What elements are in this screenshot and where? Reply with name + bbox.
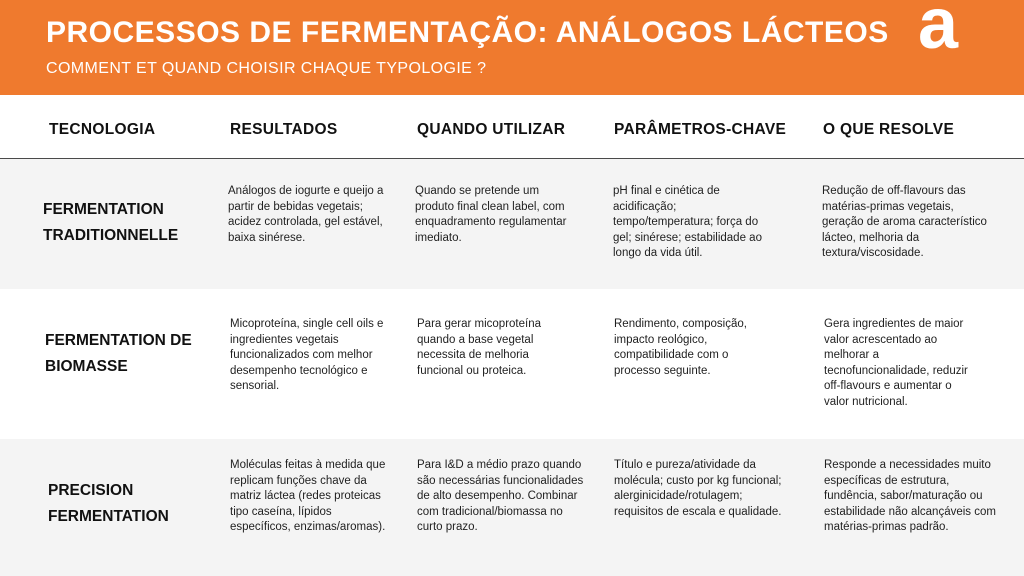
cell-o-que-resolve: Gera ingredientes de maior valor acrescentado ao melhorar a tecnofuncionalidade, reduzir off-flavours e aumentar o valor nutricional. (824, 318, 968, 408)
header-banner (0, 0, 1024, 95)
column-header-parametros-chave: PARÂMETROS-CHAVE (614, 121, 787, 138)
row-label: FERMENTATION TRADITIONNELLE (43, 201, 179, 244)
cell-resultados: Moléculas feitas à medida que replicam funções chave da matriz láctea (redes proteicas tipo caseína, lípidos específicos, enzimas/aromas). (230, 459, 386, 533)
brand-logo: a (918, 0, 959, 64)
table-row (0, 159, 1024, 289)
cell-o-que-resolve: Responde a necessidades muito específicas de estrutura, fundência, sabor/maturação ou estabilidade não alcançáveis com matérias-primas padrão. (824, 459, 996, 533)
page-title: PROCESSOS DE FERMENTAÇÃO: ANÁLOGOS LÁCTEOS (46, 16, 889, 49)
column-header-quando-utilizar: QUANDO UTILIZAR (417, 121, 566, 138)
cell-parametros-chave: Título e pureza/atividade da molécula; custo por kg funcional; alerginicidade/rotulagem; requisitos de escala e qualidade. (614, 459, 782, 518)
page-subtitle: COMMENT ET QUAND CHOISIR CHAQUE TYPOLOGIE ? (46, 60, 487, 77)
cell-quando-utilizar: Para I&D a médio prazo quando são necessárias funcionalidades de alto desempenho. Combinar com tradicional/biomassa no curto prazo. (417, 459, 584, 533)
cell-resultados: Micoproteína, single cell oils e ingredientes vegetais funcionalizados com melhor desempenho tecnológico e sensorial. (230, 318, 384, 392)
table-row (0, 289, 1024, 439)
cell-parametros-chave: Rendimento, composição, impacto reológico, compatibilidade com o processo seguinte. (614, 318, 747, 377)
row-label: FERMENTATION DE BIOMASSE (45, 332, 192, 375)
cell-resultados: Análogos de iogurte e queijo a partir de bebidas vegetais; acidez controlada, gel estável, baixa sinérese. (228, 185, 384, 244)
table-row (0, 439, 1024, 576)
row-label: PRECISION FERMENTATION (48, 482, 169, 525)
cell-o-que-resolve: Redução de off-flavours das matérias-primas vegetais, geração de aroma característico lácteo, melhoria da textura/viscosidade. (822, 185, 987, 259)
column-header-tecnologia: TECNOLOGIA (49, 121, 156, 138)
cell-quando-utilizar: Quando se pretende um produto final clean label, com enquadramento regulamentar imediato. (415, 185, 567, 244)
cell-parametros-chave: pH final e cinética de acidificação; tempo/temperatura; força do gel; sinérese; estabilidade ao longo da vida útil. (613, 185, 762, 259)
cell-quando-utilizar: Para gerar micoproteína quando a base vegetal necessita de melhoria funcional ou proteica. (417, 318, 542, 377)
column-header-resultados: RESULTADOS (230, 121, 338, 138)
column-header-o-que-resolve: O QUE RESOLVE (823, 121, 955, 138)
